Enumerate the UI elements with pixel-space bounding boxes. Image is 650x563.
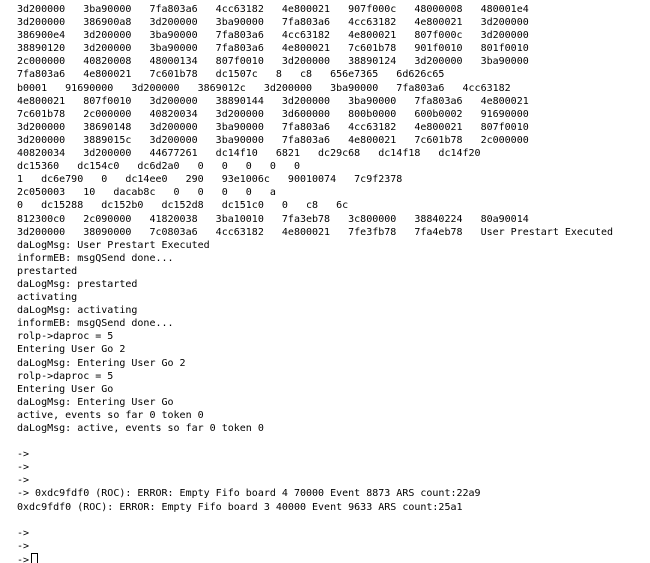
terminal-line: 40820034 3d200000 44677261 dc14f10 6821 dc29c68 dc14f18 dc14f20 <box>17 148 481 160</box>
command-prompt-line[interactable] <box>17 553 647 563</box>
text-cursor[interactable] <box>31 553 38 563</box>
terminal-line: informEB: msgQSend done... <box>17 318 174 330</box>
terminal-line: 38890120 3d200000 3ba90000 7fa803a6 4e800021 7c601b78 901f0010 801f0010 <box>17 43 529 55</box>
terminal-line: 2c000000 40820008 48000134 807f0010 3d200000 38890124 3d200000 3ba90000 <box>17 56 529 68</box>
terminal-line: 3d200000 38090000 7c0803a6 4cc63182 4e800021 7fe3fb78 7fa4eb78 User Prestart Executed <box>17 226 614 238</box>
terminal-line: informEB: msgQSend done... <box>17 252 174 264</box>
terminal-line: -> <box>17 540 30 552</box>
terminal-line: -> <box>17 462 30 474</box>
terminal-line: 3d200000 38690148 3d200000 3ba90000 7fa803a6 4cc63182 4e800021 807f0010 <box>17 121 529 133</box>
terminal-line: daLogMsg: prestarted <box>17 278 138 290</box>
terminal-line: Entering User Go 2 <box>17 344 126 356</box>
terminal-line: 386900e4 3d200000 3ba90000 7fa803a6 4cc63182 4e800021 807f000c 3d200000 <box>17 30 529 42</box>
terminal-line: 1 dc6e790 0 dc14ee0 290 93e1006c 90010074 7c9f2378 <box>17 174 403 186</box>
terminal-line: daLogMsg: Entering User Go <box>17 396 174 408</box>
terminal-line: prestarted <box>17 265 78 277</box>
terminal-line: dc15360 dc154c0 dc6d2a0 0 0 0 0 0 <box>17 161 300 173</box>
terminal-line: rolp->daproc = 5 <box>17 370 114 382</box>
terminal-line: -> <box>17 449 30 461</box>
terminal-line: daLogMsg: Entering User Go 2 <box>17 357 186 369</box>
terminal-line: 7fa803a6 4e800021 7c601b78 dc1507c 8 c8 656e7365 6d626c65 <box>17 69 445 81</box>
terminal-line <box>17 435 647 448</box>
terminal-line: -> 0xdc9fdf0 (ROC): ERROR: Empty Fifo board 4 70000 Event 8873 ARS count:22a9 <box>17 488 481 500</box>
terminal-line: 4e800021 807f0010 3d200000 38890144 3d200000 3ba90000 7fa803a6 4e800021 <box>17 95 529 107</box>
terminal-line: 0 dc15288 dc152b0 dc152d8 dc151c0 0 c8 6c <box>17 200 349 212</box>
terminal-line <box>17 514 647 527</box>
terminal-output <box>17 3 647 563</box>
terminal-line: 3d200000 3889015c 3d200000 3ba90000 7fa803a6 4e800021 7c601b78 2c000000 <box>17 134 529 146</box>
terminal-line: -> <box>17 527 30 539</box>
terminal-line: 7c601b78 2c000000 40820034 3d200000 3d600000 800b0000 600b0002 91690000 <box>17 108 529 120</box>
terminal-line: 3d200000 3ba90000 7fa803a6 4cc63182 4e800021 907f000c 48000008 480001e4 <box>17 4 529 15</box>
terminal-line: daLogMsg: active, events so far 0 token 0 <box>17 423 264 434</box>
terminal-line: active, events so far 0 token 0 <box>17 409 204 421</box>
terminal-line: b0001 91690000 3d200000 3869012c 3d200000 3ba90000 7fa803a6 4cc63182 <box>17 82 511 94</box>
terminal-line: 2c050003 10 dacab8c 0 0 0 0 a <box>17 187 276 199</box>
terminal-line: daLogMsg: activating <box>17 305 138 317</box>
terminal-line: -> <box>17 475 30 487</box>
terminal-line: daLogMsg: User Prestart Executed <box>17 239 210 251</box>
prompt-symbol: -> <box>17 554 30 563</box>
terminal-line: 0xdc9fdf0 (ROC): ERROR: Empty Fifo board 3 40000 Event 9633 ARS count:25a1 <box>17 501 463 513</box>
terminal-line: rolp->daproc = 5 <box>17 331 114 343</box>
terminal-line: 3d200000 386900a8 3d200000 3ba90000 7fa803a6 4cc63182 4e800021 3d200000 <box>17 17 529 29</box>
terminal-line: 812300c0 2c090000 41820038 3ba10010 7fa3eb78 3c800000 38840224 80a90014 <box>17 213 529 225</box>
terminal-line: activating <box>17 292 78 304</box>
terminal-line: Entering User Go <box>17 383 114 395</box>
